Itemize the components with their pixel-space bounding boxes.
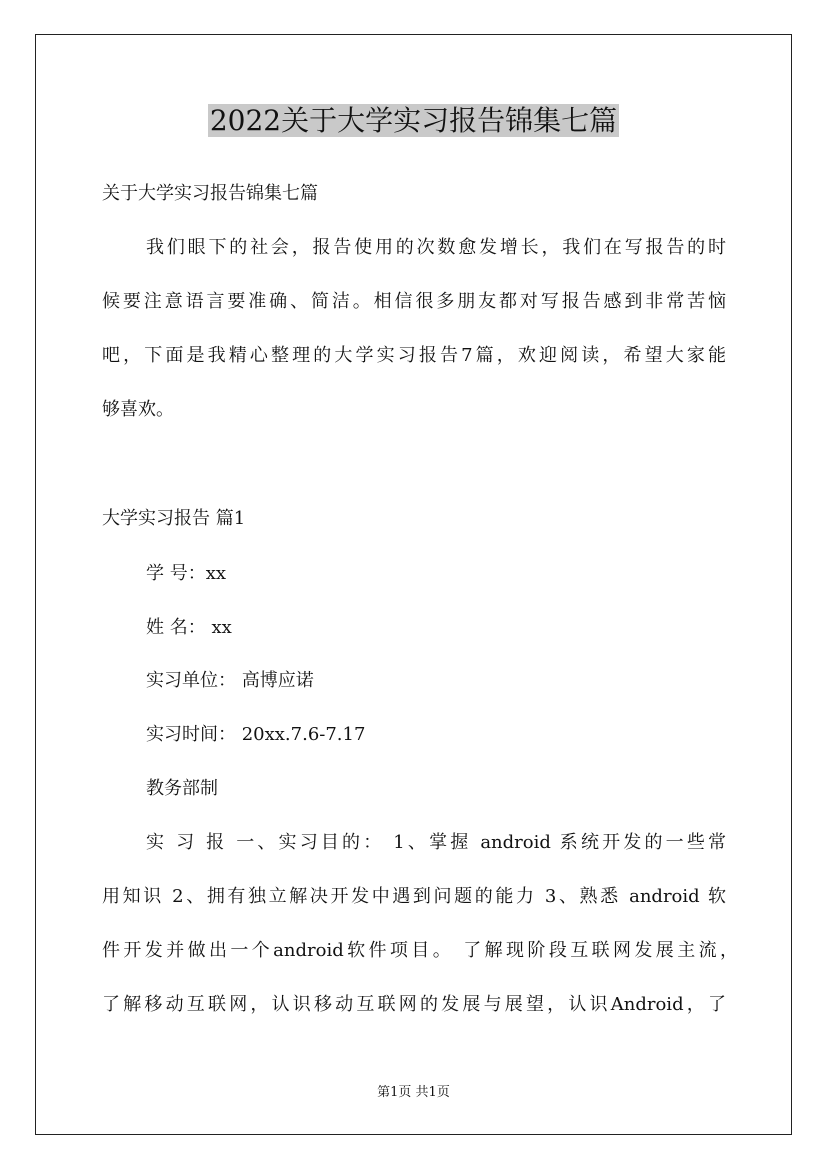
intro-line-1: 我们眼下的社会，报告使用的次数愈发增长，我们在写报告的时 xyxy=(146,237,726,258)
content-line-2: 用知识 2、拥有独立解决开发中遇到问题的能力 3、熟悉 android 软 xyxy=(102,886,726,907)
intro-line-4: 够喜欢。 xyxy=(102,399,174,420)
internship-unit-field: 实习单位： 高博应诺 xyxy=(146,670,314,691)
content-line-1: 实 习 报 一、实习目的： 1、掌握 android 系统开发的一些常 xyxy=(146,832,726,853)
section-title: 大学实习报告 篇1 xyxy=(102,508,246,529)
document-subtitle: 关于大学实习报告锦集七篇 xyxy=(102,183,318,204)
page-footer: 第1页 共1页 xyxy=(377,1085,450,1100)
intro-line-3: 吧，下面是我精心整理的大学实习报告7篇，欢迎阅读，希望大家能 xyxy=(102,345,726,366)
content-line-4: 了解移动互联网，认识移动互联网的发展与展望，认识Android，了 xyxy=(102,994,726,1015)
student-id-field: 学 号：xx xyxy=(146,563,227,584)
internship-time-field: 实习时间： 20xx.7.6-7.17 xyxy=(146,724,366,745)
document-title xyxy=(0,100,827,142)
department-field: 教务部制 xyxy=(146,778,218,799)
content-line-3: 件开发并做出一个android软件项目。 了解现阶段互联网发展主流， xyxy=(102,940,738,961)
document-title-text: 2022关于大学实习报告锦集七篇 xyxy=(209,104,618,137)
intro-line-2: 候要注意语言要准确、简洁。相信很多朋友都对写报告感到非常苦恼 xyxy=(102,291,726,312)
name-field: 姓 名： xx xyxy=(146,617,232,638)
